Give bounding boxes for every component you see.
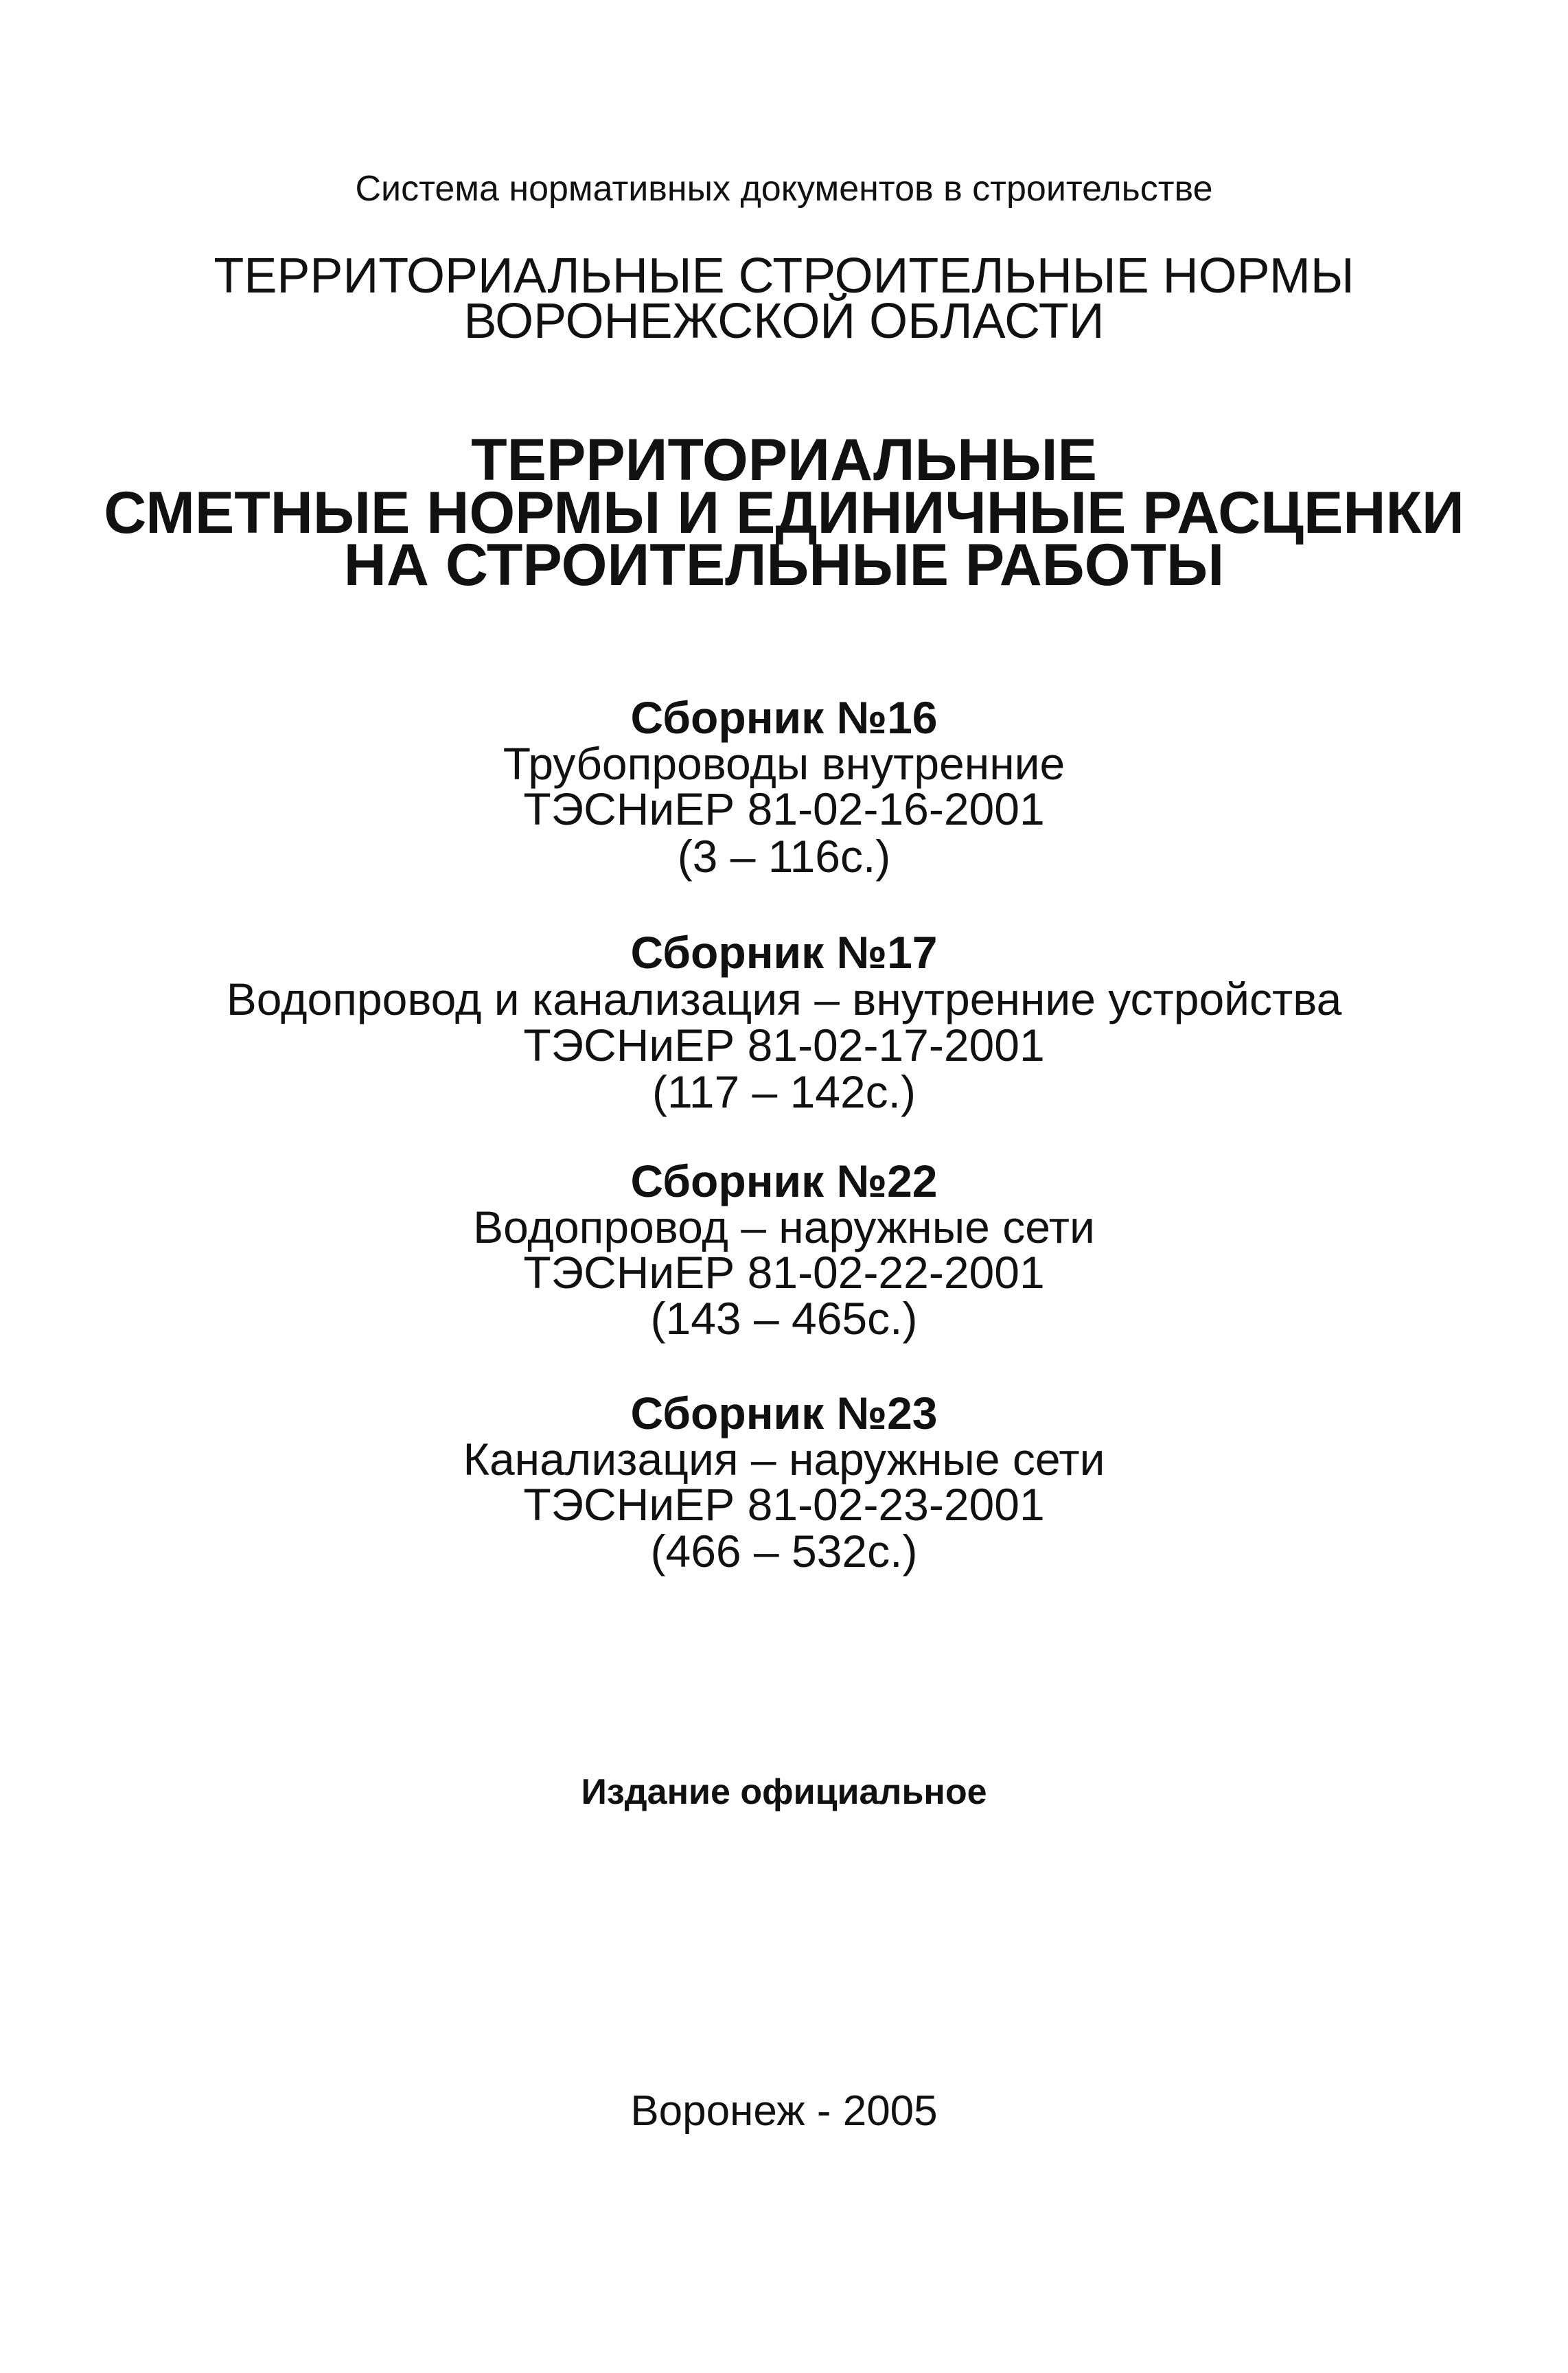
collection-pages: (3 – 116с.): [677, 831, 891, 882]
main-title-line-2: СМЕТНЫЕ НОРМЫ И ЕДИНИЧНЫЕ РАСЦЕНКИ: [104, 480, 1464, 546]
collection-name: Водопровод – наружные сети: [473, 1202, 1095, 1252]
collection-title: Сборник №16: [630, 692, 938, 743]
main-title-line-1: ТЕРРИТОРИАЛЬНЫЕ: [471, 427, 1097, 493]
system-line: Система нормативных документов в строительстве: [355, 169, 1213, 209]
collection-code: ТЭСНиЕР 81-02-22-2001: [523, 1247, 1045, 1298]
collection-pages: (117 – 142с.): [652, 1066, 916, 1117]
collection-code: ТЭСНиЕР 81-02-23-2001: [523, 1479, 1045, 1530]
collection-title: Сборник №17: [630, 927, 938, 978]
collection-title: Сборник №23: [630, 1388, 938, 1438]
collection-name: Канализация – наружные сети: [463, 1434, 1105, 1484]
collection-code: ТЭСНиЕР 81-02-16-2001: [523, 783, 1045, 834]
collection-name: Трубопроводы внутренние: [503, 738, 1065, 789]
main-title-line-3: НА СТРОИТЕЛЬНЫЕ РАБОТЫ: [343, 532, 1225, 598]
collection-code: ТЭСНиЕР 81-02-17-2001: [523, 1020, 1045, 1070]
place-year: Воронеж - 2005: [630, 2087, 938, 2135]
edition-label: Издание официальное: [581, 1772, 987, 1812]
collection-pages: (466 – 532с.): [650, 1526, 918, 1577]
header-title-line-1: ТЕРРИТОРИАЛЬНЫЕ СТРОИТЕЛЬНЫЕ НОРМЫ: [214, 249, 1354, 303]
collection-pages: (143 – 465с.): [650, 1293, 918, 1344]
collection-name: Водопровод и канализация – внутренние устройства: [226, 974, 1342, 1024]
header-title-line-2: ВОРОНЕЖСКОЙ ОБЛАСТИ: [463, 294, 1105, 349]
collection-title: Сборник №22: [630, 1156, 938, 1206]
